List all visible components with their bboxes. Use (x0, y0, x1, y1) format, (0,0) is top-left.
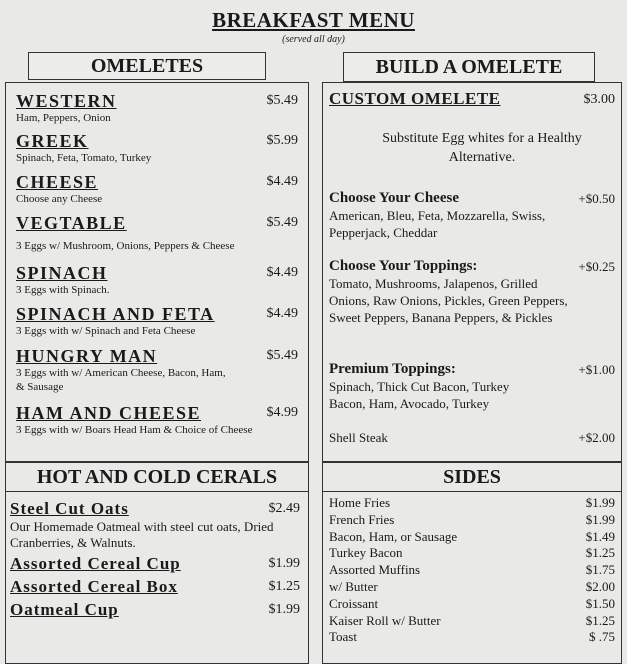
menu-item (10, 577, 300, 597)
custom-omelete-price: $3.00 (583, 92, 615, 107)
item-desc: 3 Eggs w/ Mushroom, Onions, Peppers & Cheese (16, 240, 235, 252)
sides-header: SIDES (323, 463, 621, 492)
section-title: Choose Your Cheese (329, 190, 459, 206)
item-price: $4.49 (266, 265, 298, 280)
side-row (329, 629, 615, 646)
menu-item (16, 213, 298, 253)
item-name: Assorted Cereal Cup (10, 554, 181, 573)
item-desc: 3 Eggs with w/ American Cheese, Bacon, Ham, & Sausage (16, 367, 226, 393)
item-price: $2.49 (268, 501, 300, 516)
menu-item (10, 600, 300, 620)
menu-item (16, 131, 298, 165)
item-name: WESTERN (16, 91, 117, 111)
side-row (329, 613, 615, 630)
item-price: $5.99 (266, 133, 298, 148)
item-price: $1.99 (268, 556, 300, 571)
item-name: Steel Cut Oats (10, 499, 129, 518)
omeletes-panel (5, 82, 309, 462)
item-desc: Ham, Peppers, Onion (16, 112, 111, 124)
side-row (329, 545, 615, 562)
menu-item (10, 554, 300, 574)
item-price: $1.99 (268, 602, 300, 617)
item-name: SPINACH AND FETA (16, 304, 215, 324)
toppings-section (329, 258, 615, 326)
cereals-panel (5, 462, 309, 664)
side-row (329, 512, 615, 529)
item-price: $4.49 (266, 174, 298, 189)
section-title: Choose Your Toppings: (329, 258, 478, 274)
side-name: Turkey Bacon (329, 545, 403, 561)
section-body: Tomato, Mushrooms, Jalapenos, Grilled Onions, Raw Onions, Pickles, Green Peppers, Sweet Peppers, Banana Peppers, & Pickles (329, 276, 568, 325)
item-name: HAM AND CHEESE (16, 403, 202, 423)
item-name: HUNGRY MAN (16, 346, 158, 366)
menu-item (16, 172, 298, 206)
item-desc: Our Homemade Oatmeal with steel cut oats, Dried Cranberries, & Walnuts. (10, 519, 274, 550)
side-row (329, 529, 615, 546)
item-desc: 3 Eggs with Spinach. (16, 284, 110, 296)
item-price: $4.99 (266, 405, 298, 420)
item-name: SPINACH (16, 263, 108, 283)
section-body: American, Bleu, Feta, Mozzarella, Swiss, Pepperjack, Cheddar (329, 208, 546, 240)
section-title: Premium Toppings: (329, 361, 456, 377)
cheese-section (329, 190, 615, 241)
egg-white-note: Substitute Egg whites for a Healthy Alternative. (382, 131, 582, 165)
side-name: Croissant (329, 595, 379, 611)
side-name: Home Fries (329, 495, 391, 510)
section-price: +$0.25 (578, 259, 615, 274)
item-name: GREEK (16, 131, 89, 151)
side-name: Toast (329, 629, 357, 645)
side-price: $ .75 (589, 629, 615, 645)
menu-title: BREAKFAST MENU (212, 8, 415, 32)
item-price: $4.49 (266, 306, 298, 321)
item-price: $5.49 (266, 348, 298, 363)
side-name: Kaiser Roll w/ Butter (329, 612, 441, 628)
sides-list (329, 495, 615, 646)
extra-price: +$2.00 (578, 430, 615, 445)
item-price: $5.49 (266, 215, 298, 230)
shell-steak (329, 429, 615, 446)
item-name: VEGTABLE (16, 213, 127, 233)
side-row (329, 596, 615, 613)
side-price: $1.25 (585, 545, 615, 561)
side-name: w/ Butter (329, 578, 378, 594)
section-price: +$0.50 (578, 191, 615, 206)
extra-name: Shell Steak (329, 430, 388, 445)
side-row (329, 562, 615, 579)
omeletes-header: OMELETES (28, 52, 266, 80)
menu-item (10, 499, 300, 551)
item-name: Oatmeal Cup (10, 600, 119, 619)
menu-item (16, 403, 298, 437)
side-price: $1.49 (585, 528, 615, 544)
side-name: French Fries (329, 511, 395, 527)
side-name: Bacon, Ham, or Sausage (329, 528, 458, 544)
item-desc: 3 Eggs with w/ Boars Head Ham & Choice of Cheese (16, 424, 253, 436)
menu-item (16, 346, 298, 394)
build-panel (322, 82, 622, 462)
side-row (329, 579, 615, 596)
item-desc: Choose any Cheese (16, 193, 103, 205)
side-price: $2.00 (585, 578, 615, 594)
sides-panel (322, 462, 622, 664)
side-price: $1.75 (585, 562, 615, 578)
item-price: $5.49 (266, 93, 298, 108)
side-name: Assorted Muffins (329, 562, 421, 578)
section-price: +$1.00 (578, 362, 615, 377)
build-header: BUILD A OMELETE (343, 52, 595, 82)
item-desc: Spinach, Feta, Tomato, Turkey (16, 152, 152, 164)
side-row (329, 495, 615, 512)
item-desc: 3 Eggs with w/ Spinach and Feta Cheese (16, 325, 196, 337)
side-price: $1.99 (585, 511, 615, 527)
cereals-header: HOT AND COLD CERALS (6, 463, 308, 492)
menu-item (16, 263, 298, 297)
side-price: $1.50 (585, 595, 615, 611)
menu-subtitle: (served all day) (282, 34, 345, 45)
premium-section (329, 361, 615, 412)
menu-item (16, 91, 298, 125)
section-body: Spinach, Thick Cut Bacon, Turkey Bacon, Ham, Avocado, Turkey (329, 379, 510, 411)
side-price: $1.99 (585, 495, 615, 510)
custom-omelete-name: CUSTOM OMELETE (329, 89, 501, 108)
side-price: $1.25 (585, 612, 615, 628)
item-name: Assorted Cereal Box (10, 577, 178, 596)
item-price: $1.25 (268, 579, 300, 594)
item-name: CHEESE (16, 172, 99, 192)
menu-item (16, 304, 298, 338)
